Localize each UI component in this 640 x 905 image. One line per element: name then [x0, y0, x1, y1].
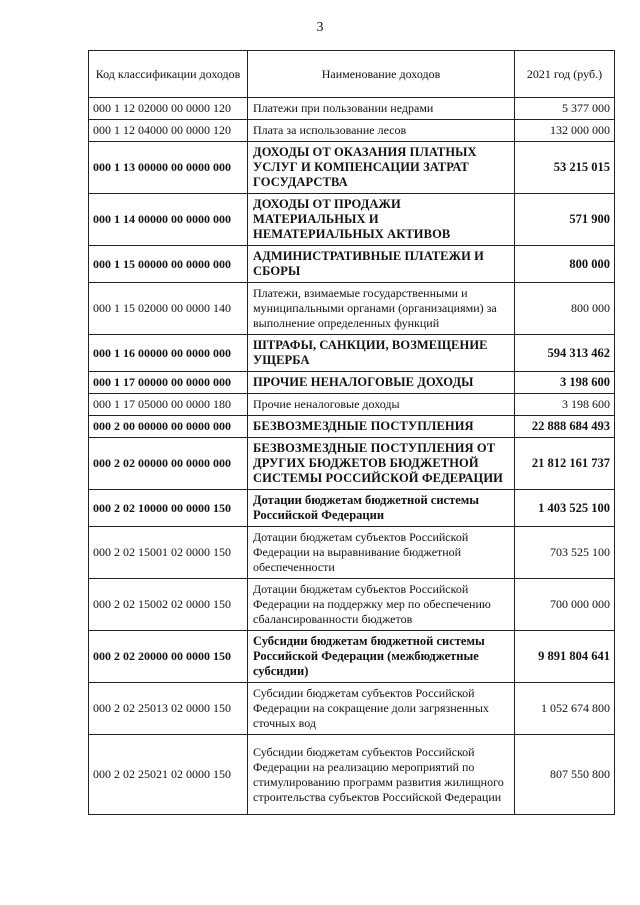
row-code: 000 2 02 20000 00 0000 150	[89, 631, 248, 683]
header-name: Наименование доходов	[248, 51, 515, 98]
row-code: 000 2 02 10000 00 0000 150	[89, 490, 248, 527]
row-name: Субсидии бюджетам бюджетной системы Российской Федерации (межбюджетные субсидии)	[248, 631, 515, 683]
table-row	[89, 98, 615, 120]
row-code: 000 1 12 02000 00 0000 120	[89, 98, 248, 120]
table-header-row	[89, 51, 615, 98]
row-name: ПРОЧИЕ НЕНАЛОГОВЫЕ ДОХОДЫ	[248, 372, 515, 394]
row-name: Субсидии бюджетам субъектов Российской Федерации на реализацию мероприятий по стимулированию программ развития жилищного строительства субъектов Российской Федерации	[248, 735, 515, 815]
row-amount: 571 900	[515, 194, 615, 246]
row-code: 000 2 02 00000 00 0000 000	[89, 438, 248, 490]
table-row	[89, 246, 615, 283]
row-name: ШТРАФЫ, САНКЦИИ, ВОЗМЕЩЕНИЕ УЩЕРБА	[248, 335, 515, 372]
row-name: Дотации бюджетам бюджетной системы Российской Федерации	[248, 490, 515, 527]
table-row	[89, 120, 615, 142]
row-code: 000 1 15 02000 00 0000 140	[89, 283, 248, 335]
row-amount: 700 000 000	[515, 579, 615, 631]
table-row	[89, 394, 615, 416]
row-amount: 22 888 684 493	[515, 416, 615, 438]
row-code: 000 1 12 04000 00 0000 120	[89, 120, 248, 142]
row-name: Дотации бюджетам субъектов Российской Федерации на выравнивание бюджетной обеспеченности	[248, 527, 515, 579]
income-table	[88, 50, 615, 815]
row-amount: 5 377 000	[515, 98, 615, 120]
header-amount: 2021 год (руб.)	[515, 51, 615, 98]
table-row	[89, 283, 615, 335]
table-row	[89, 194, 615, 246]
row-name: Прочие неналоговые доходы	[248, 394, 515, 416]
row-name: БЕЗВОЗМЕЗДНЫЕ ПОСТУПЛЕНИЯ	[248, 416, 515, 438]
row-name: АДМИНИСТРАТИВНЫЕ ПЛАТЕЖИ И СБОРЫ	[248, 246, 515, 283]
row-amount: 594 313 462	[515, 335, 615, 372]
page-number: 3	[316, 20, 324, 35]
row-amount: 132 000 000	[515, 120, 615, 142]
row-code: 000 1 17 00000 00 0000 000	[89, 372, 248, 394]
table-row	[89, 372, 615, 394]
row-amount: 3 198 600	[515, 372, 615, 394]
row-amount: 1 403 525 100	[515, 490, 615, 527]
row-code: 000 1 17 05000 00 0000 180	[89, 394, 248, 416]
table-row	[89, 335, 615, 372]
row-code: 000 1 15 00000 00 0000 000	[89, 246, 248, 283]
row-code: 000 2 00 00000 00 0000 000	[89, 416, 248, 438]
row-name: Субсидии бюджетам субъектов Российской Федерации на сокращение доли загрязненных сточных вод	[248, 683, 515, 735]
table-row	[89, 490, 615, 527]
row-name: Плата за использование лесов	[248, 120, 515, 142]
row-code: 000 1 14 00000 00 0000 000	[89, 194, 248, 246]
table-row	[89, 142, 615, 194]
row-amount: 3 198 600	[515, 394, 615, 416]
row-name: Платежи, взимаемые государственными и муниципальными органами (организациями) за выполнение определенных функций	[248, 283, 515, 335]
row-amount: 53 215 015	[515, 142, 615, 194]
row-name: БЕЗВОЗМЕЗДНЫЕ ПОСТУПЛЕНИЯ ОТ ДРУГИХ БЮДЖЕТОВ БЮДЖЕТНОЙ СИСТЕМЫ РОССИЙСКОЙ ФЕДЕРАЦИИ	[248, 438, 515, 490]
row-name: Дотации бюджетам субъектов Российской Федерации на поддержку мер по обеспечению сбалансированности бюджетов	[248, 579, 515, 631]
row-name: ДОХОДЫ ОТ ПРОДАЖИ МАТЕРИАЛЬНЫХ И НЕМАТЕРИАЛЬНЫХ АКТИВОВ	[248, 194, 515, 246]
table-row	[89, 735, 615, 815]
row-amount: 703 525 100	[515, 527, 615, 579]
row-amount: 21 812 161 737	[515, 438, 615, 490]
row-code: 000 2 02 25013 02 0000 150	[89, 683, 248, 735]
row-amount: 807 550 800	[515, 735, 615, 815]
table-row	[89, 527, 615, 579]
row-name: ДОХОДЫ ОТ ОКАЗАНИЯ ПЛАТНЫХ УСЛУГ И КОМПЕНСАЦИИ ЗАТРАТ ГОСУДАРСТВА	[248, 142, 515, 194]
header-code: Код классификации доходов	[89, 51, 248, 98]
table-row	[89, 416, 615, 438]
row-code: 000 1 13 00000 00 0000 000	[89, 142, 248, 194]
row-name: Платежи при пользовании недрами	[248, 98, 515, 120]
row-code: 000 2 02 25021 02 0000 150	[89, 735, 248, 815]
row-code: 000 2 02 15001 02 0000 150	[89, 527, 248, 579]
row-code: 000 1 16 00000 00 0000 000	[89, 335, 248, 372]
row-amount: 1 052 674 800	[515, 683, 615, 735]
table-row	[89, 438, 615, 490]
table-row	[89, 683, 615, 735]
row-code: 000 2 02 15002 02 0000 150	[89, 579, 248, 631]
row-amount: 800 000	[515, 283, 615, 335]
row-amount: 800 000	[515, 246, 615, 283]
table-row	[89, 631, 615, 683]
row-amount: 9 891 804 641	[515, 631, 615, 683]
table-row	[89, 579, 615, 631]
